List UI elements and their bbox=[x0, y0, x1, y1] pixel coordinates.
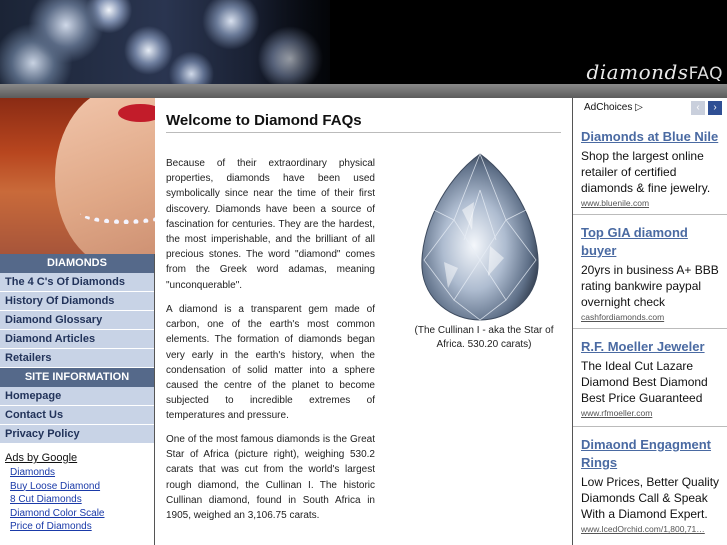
adchoices-icon: ▷ bbox=[635, 102, 643, 113]
nav-item-retailers[interactable]: Retailers bbox=[0, 349, 154, 368]
next-ad-arrow-icon[interactable]: › bbox=[708, 101, 722, 115]
ad-link-price-of-diamonds[interactable]: Price of Diamonds bbox=[10, 521, 92, 532]
right-ads-panel bbox=[572, 98, 727, 545]
cullinan-diamond-image bbox=[414, 150, 546, 322]
site-logo[interactable]: diamondsFAQ bbox=[586, 60, 723, 84]
title-divider bbox=[166, 132, 561, 133]
ad-block bbox=[581, 128, 723, 208]
ad-link-8-cut-diamonds[interactable]: 8 Cut Diamonds bbox=[10, 494, 82, 505]
ad-link-diamonds[interactable]: Diamonds bbox=[10, 467, 56, 478]
ad-body: The Ideal Cut Lazare Diamond Best Diamond Best Price Guaranteed bbox=[581, 359, 708, 405]
ad-title[interactable]: Top GIA diamond buyer bbox=[581, 225, 688, 258]
ad-url[interactable]: cashfordiamonds.com bbox=[581, 312, 665, 322]
nav-heading-site-information: SITE INFORMATION bbox=[0, 368, 154, 387]
nav-item-privacy[interactable]: Privacy Policy bbox=[0, 425, 154, 444]
ad-title[interactable]: R.F. Moeller Jeweler bbox=[581, 339, 705, 354]
ad-block bbox=[581, 338, 723, 418]
ad-body: 20yrs in business A+ BBB rating bankwire paypal overnight check bbox=[581, 263, 719, 309]
page-title: Welcome to Diamond FAQs bbox=[166, 112, 362, 129]
nav-item-history[interactable]: History Of Diamonds bbox=[0, 292, 154, 311]
ad-block bbox=[581, 436, 723, 534]
site-header bbox=[0, 0, 727, 84]
ads-by-google-link[interactable]: Ads by Google bbox=[5, 452, 78, 464]
cullinan-paragraph: One of the most famous diamonds is the Great Star of Africa (picture right), weighing 530.2 carats that was cut from the world's largest rough diamond, the Cullinan I. The historic Cullinan diamond, found in South Africa in 1905, weighed an 3,106.75 carats. bbox=[166, 434, 375, 522]
nav-item-homepage[interactable]: Homepage bbox=[0, 387, 154, 406]
main-content bbox=[156, 98, 572, 545]
previous-ad-arrow-icon[interactable]: ‹ bbox=[691, 101, 705, 115]
ad-body: Low Prices, Better Quality Diamonds Call & Speak With a Diamond Expert. bbox=[581, 475, 720, 521]
header-divider bbox=[0, 84, 727, 98]
ad-body: Shop the largest online retailer of certified diamonds & fine jewelry. bbox=[581, 149, 711, 195]
nav-item-4cs[interactable]: The 4 C's Of Diamonds bbox=[0, 273, 154, 292]
diamond-caption: (The Cullinan I - aka the Star of Africa. 530.20 carats) bbox=[414, 325, 554, 350]
ad-url[interactable]: www.IcedOrchid.com/1,800,71… bbox=[581, 524, 705, 534]
adchoices-link[interactable]: AdChoices ▷ bbox=[584, 102, 643, 113]
nav-item-contact[interactable]: Contact Us bbox=[0, 406, 154, 425]
ad-block bbox=[581, 224, 723, 322]
ad-url[interactable]: www.rfmoeller.com bbox=[581, 408, 653, 418]
ad-title[interactable]: Diamonds at Blue Nile bbox=[581, 129, 719, 144]
ad-title[interactable]: Dimaond Engagment Rings bbox=[581, 437, 712, 470]
nav-heading-diamonds: DIAMONDS bbox=[0, 254, 154, 273]
nav-item-glossary[interactable]: Diamond Glossary bbox=[0, 311, 154, 330]
ad-link-buy-loose-diamond[interactable]: Buy Loose Diamond bbox=[10, 480, 101, 492]
formation-paragraph: A diamond is a transparent gem made of carbon, one of the earth's most common elements. The formation of diamonds began very early in the earth's history, when the condensation of solid matter into a sphere caused the centre of the planet to become subjected to incredible extremes of temperatures and pressure. bbox=[166, 304, 375, 422]
left-sidebar bbox=[0, 98, 155, 545]
ad-url[interactable]: www.bluenile.com bbox=[581, 198, 650, 208]
nav-item-articles[interactable]: Diamond Articles bbox=[0, 330, 154, 349]
intro-paragraph: Because of their extraordinary physical properties, diamonds have been used symbolically since near the time of their first discovery. Diamonds have been a source of fascination for centuries. They are the hardest, the most imperishable, and the brilliant of all precious stones. The word "diamond" comes from the Greek word adamas, meaning "unconquerable". bbox=[166, 158, 375, 291]
ads-by-google bbox=[0, 452, 154, 534]
ad-link-diamond-color-scale[interactable]: Diamond Color Scale bbox=[10, 507, 105, 519]
model-photo bbox=[0, 98, 155, 254]
